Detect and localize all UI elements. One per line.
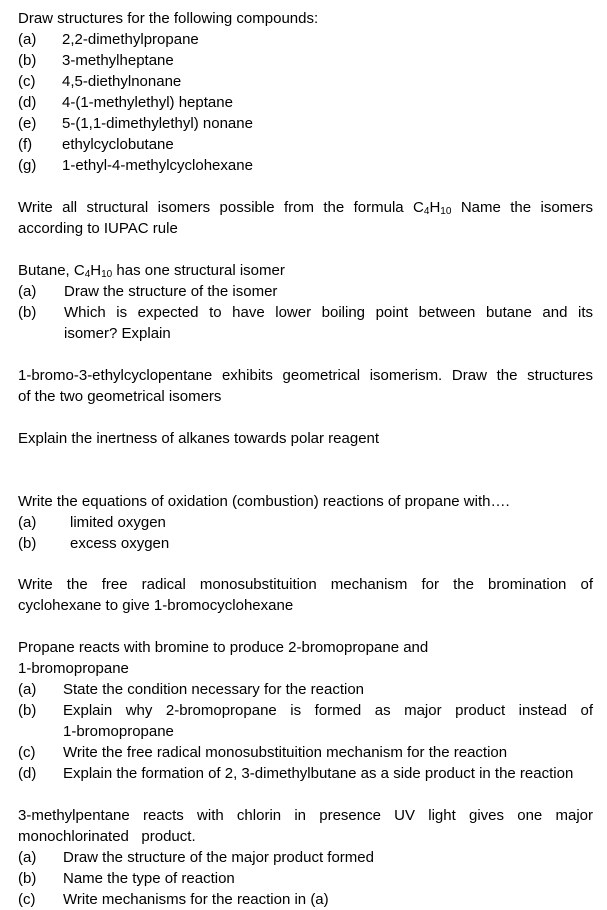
- q8-b-line1: Explain why 2-bromopropane is formed as major product instead of: [63, 702, 593, 719]
- q7-line2: cyclohexane to give 1-bromocyclohexane: [18, 597, 294, 614]
- q1-f-text: ethylcyclobutane: [62, 136, 174, 153]
- q2-h: H: [429, 199, 441, 216]
- q1-e-label: (e): [18, 115, 37, 132]
- q8-d-label: (d): [18, 765, 37, 782]
- q1-g-text: 1-ethyl-4-methylcyclohexane: [62, 157, 253, 174]
- q6-b-text: excess oxygen: [70, 535, 170, 552]
- q1-c-label: (c): [18, 73, 36, 90]
- q3-c-subscript: 4: [84, 269, 91, 280]
- q1-f-label: (f): [18, 136, 33, 153]
- q2-line1-post: Name the isomers: [451, 199, 594, 216]
- q9-c-text: Write mechanisms for the reaction in (a): [63, 891, 329, 908]
- q3-stem: [18, 260, 285, 281]
- q7-line1: Write the free radical monosubstituition mechanism for the bromination of: [18, 576, 593, 593]
- q6-a-label: (a): [18, 514, 37, 531]
- q4-line2: of the two geometrical isomers: [18, 388, 222, 405]
- q3-a-label: (a): [18, 283, 37, 300]
- q3-stem-pre: Butane, C: [18, 262, 85, 279]
- q2-h-subscript: 10: [440, 206, 452, 217]
- q1-a-text: 2,2-dimethylpropane: [62, 31, 199, 48]
- q4-line1: 1-bromo-3-ethylcyclopentane exhibits geometrical isomerism. Draw the structures: [18, 367, 593, 384]
- q1-b-label: (b): [18, 52, 37, 69]
- q6-a-text: limited oxygen: [70, 514, 166, 531]
- q8-c-text: Write the free radical monosubstituition mechanism for the reaction: [63, 744, 508, 761]
- q8-a-text: State the condition necessary for the reaction: [63, 681, 365, 698]
- q3-b-label: (b): [18, 304, 37, 321]
- q1-g-label: (g): [18, 157, 37, 174]
- q8-line2: 1-bromopropane: [18, 660, 129, 677]
- q1-stem: Draw structures for the following compounds:: [18, 10, 319, 27]
- q1-d-label: (d): [18, 94, 37, 111]
- q9-c-label: (c): [18, 891, 36, 908]
- q8-d-text: Explain the formation of 2, 3-dimethylbutane as a side product in the reaction: [63, 765, 574, 782]
- q2-line1: [18, 197, 593, 218]
- q1-e-text: 5-(1,1-dimethylethyl) nonane: [62, 115, 253, 132]
- q8-b-line2: 1-bromopropane: [63, 723, 174, 740]
- q3-a-text: Draw the structure of the isomer: [64, 283, 278, 300]
- q9-b-label: (b): [18, 870, 37, 887]
- q8-b-label: (b): [18, 702, 37, 719]
- q3-stem-post: has one structural isomer: [112, 262, 285, 279]
- q6-b-label: (b): [18, 535, 37, 552]
- q9-a-label: (a): [18, 849, 37, 866]
- q2-line1-pre: Write all structural isomers possible from the formula C: [18, 199, 424, 216]
- q2-c-subscript: 4: [423, 206, 430, 217]
- q3-h-subscript: 10: [101, 269, 113, 280]
- q9-b-text: Name the type of reaction: [63, 870, 235, 887]
- q2-line2: according to IUPAC rule: [18, 220, 178, 237]
- q1-d-text: 4-(1-methylethyl) heptane: [62, 94, 233, 111]
- q3-b-line2: isomer? Explain: [64, 325, 171, 342]
- q3-h: H: [90, 262, 102, 279]
- q9-a-text: Draw the structure of the major product formed: [63, 849, 374, 866]
- q1-a-label: (a): [18, 31, 37, 48]
- q1-b-text: 3-methylheptane: [62, 52, 174, 69]
- q1-c-text: 4,5-diethylnonane: [62, 73, 182, 90]
- q8-line1: Propane reacts with bromine to produce 2-bromopropane and: [18, 639, 429, 656]
- q8-a-label: (a): [18, 681, 37, 698]
- q8-c-label: (c): [18, 744, 36, 761]
- q6-stem: Write the equations of oxidation (combustion) reactions of propane with….: [18, 493, 510, 510]
- q9-line1: 3-methylpentane reacts with chlorin in presence UV light gives one major: [18, 807, 593, 824]
- q9-line2: monochlorinated product.: [18, 828, 196, 845]
- q3-b-line1: Which is expected to have lower boiling point between butane and its: [64, 304, 593, 321]
- q5-text: Explain the inertness of alkanes towards polar reagent: [18, 430, 380, 447]
